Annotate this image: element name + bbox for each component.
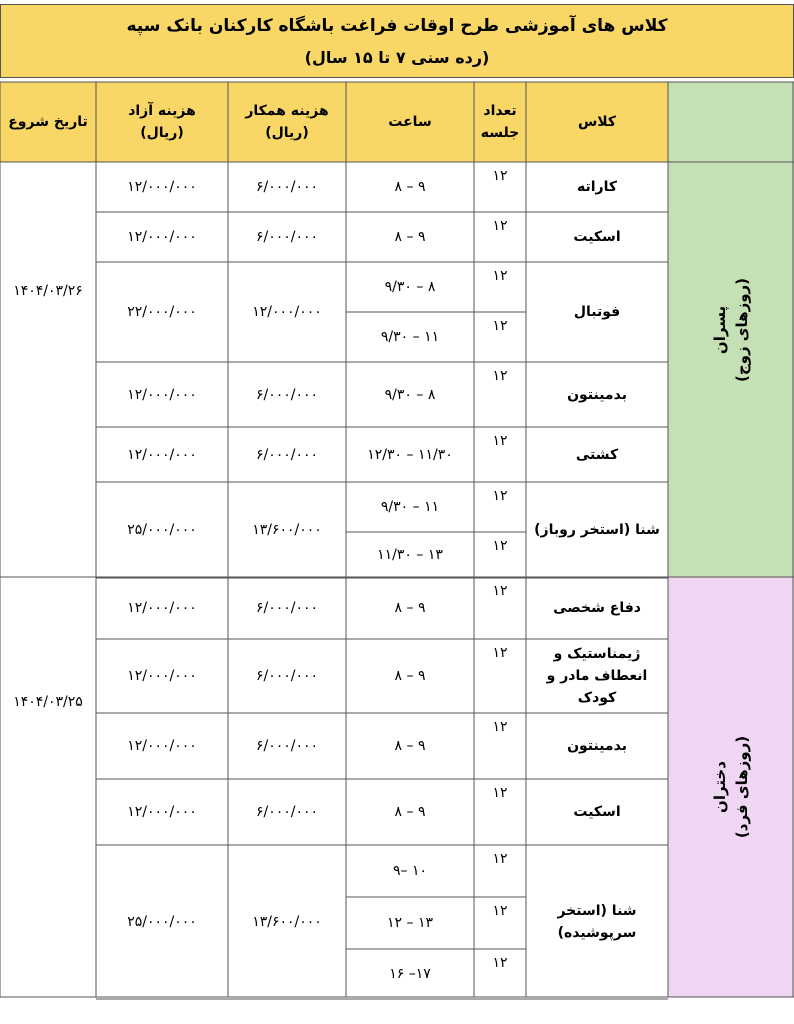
schedule-table [0,4,794,1024]
boys-class-name: شنا (استخر روباز) [534,522,660,538]
girls-sub: (روزهای فرد) [732,735,751,839]
boys-time-slot: ۱۱/۳۰ – ۱۲/۳۰ [367,446,453,463]
boys-session-count: ۱۲ [492,268,508,284]
header-time: ساعت [388,114,432,130]
girls-free-cost: ۱۲/۰۰۰/۰۰۰ [127,738,197,754]
boys-partner-cost: ۱۳/۶۰۰/۰۰۰ [252,522,322,538]
girls-class-name: اسکیت [573,804,621,820]
boys-free-cost: ۱۲/۰۰۰/۰۰۰ [127,179,197,195]
boys-free-cost: ۲۲/۰۰۰/۰۰۰ [127,304,197,320]
boys-free-cost: ۱۲/۰۰۰/۰۰۰ [127,229,197,245]
boys-time-slot: ۱۳ – ۱۱/۳۰ [377,547,443,563]
girls-session-count: ۱۲ [492,851,508,867]
boys-free-cost: ۲۵/۰۰۰/۰۰۰ [127,522,197,538]
girls-time-slot: ۱۳ – ۱۲ [387,915,433,931]
girls-partner-cost: ۱۳/۶۰۰/۰۰۰ [252,914,322,930]
header-free-cost-label: هزینه آزاد [128,103,196,119]
girls-partner-cost: ۶/۰۰۰/۰۰۰ [255,738,319,754]
girls-free-cost: ۱۲/۰۰۰/۰۰۰ [127,668,197,684]
boys-partner-cost: ۱۲/۰۰۰/۰۰۰ [252,304,322,320]
girls-class-name: دفاع شخصی [553,600,641,616]
header-partner-cost [228,82,346,162]
boys-class-name: کشتی [575,446,619,463]
boys-class-name: فوتبال [573,304,621,320]
boys-time-slot: ۹ – ۸ [394,179,426,195]
boys-sub: (روزهای زوج) [732,277,751,382]
header-free-cost [96,82,228,162]
boys-free-cost: ۱۲/۰۰۰/۰۰۰ [127,446,197,463]
boys-session-count: ۱۲ [492,488,508,504]
boys-start-date: ۱۴۰۴/۰۳/۲۶ [13,283,83,299]
header-free-cost-unit: (ریال) [140,125,184,141]
girls-class-name: ژیمناستیک و انعطاف مادر و کودک [546,646,648,706]
boys-time-slot: ۸ – ۹/۳۰ [384,386,436,403]
girls-partner-cost: ۶/۰۰۰/۰۰۰ [255,600,319,616]
girls-time-slot: ۹ – ۸ [394,738,426,754]
girls-session-count: ۱۲ [492,645,508,661]
boys-session-count: ۱۲ [492,318,508,334]
boys-partner-cost: ۶/۰۰۰/۰۰۰ [255,386,319,403]
boys-free-cost: ۱۲/۰۰۰/۰۰۰ [127,386,197,403]
girls-time-slot: ۹ – ۸ [394,804,426,820]
boys-class-name: بدمینتون [567,386,627,403]
boys-partner-cost: ۶/۰۰۰/۰۰۰ [255,229,319,245]
girls-time-slot: ۹ – ۸ [394,668,426,684]
girls-session-count: ۱۲ [492,719,508,735]
boys-time-slot: ۱۱ – ۹/۳۰ [380,499,440,515]
boys-time-slot: ۱۱ – ۹/۳۰ [380,329,440,345]
girls-group-label [668,577,794,997]
girls-label: دختران [710,761,729,813]
header-class: کلاس [577,114,617,130]
boys-session-count: ۱۲ [492,538,508,554]
girls-partner-cost: ۶/۰۰۰/۰۰۰ [255,668,319,684]
boys-session-count: ۱۲ [492,168,508,184]
header-sessions [474,82,526,162]
boys-session-count: ۱۲ [492,368,508,384]
boys-group-label [668,82,794,577]
girls-session-count: ۱۲ [492,955,508,971]
girls-start-date: ۱۴۰۴/۰۳/۲۵ [13,694,83,710]
title-line-1: کلاس های آموزشی طرح اوقات فراغت باشگاه کارکنان بانک سپه [126,16,668,36]
girls-class-name: شنا (استخر سرپوشیده) [557,903,637,941]
girls-session-count: ۱۲ [492,903,508,919]
boys-label: پسران [710,305,729,354]
boys-session-count: ۱۲ [492,218,508,234]
header-partner-cost-label: هزینه همکار [245,103,329,119]
girls-partner-cost: ۶/۰۰۰/۰۰۰ [255,804,319,820]
title-line-2: (رده سنی ۷ تا ۱۵ سال) [304,48,490,67]
header-sessions-line-1: تعداد [483,103,517,119]
girls-free-cost: ۲۵/۰۰۰/۰۰۰ [127,914,197,930]
girls-free-cost: ۱۲/۰۰۰/۰۰۰ [127,600,197,616]
girls-time-slot: ۹ – ۸ [394,600,426,616]
girls-session-count: ۱۲ [492,785,508,801]
boys-session-count: ۱۲ [492,433,508,449]
boys-class-name: اسکیت [573,229,621,245]
girls-free-cost: ۱۲/۰۰۰/۰۰۰ [127,804,197,820]
girls-class-name: بدمینتون [567,738,627,754]
boys-time-slot: ۸ – ۹/۳۰ [384,279,436,295]
boys-class-name: کاراته [577,179,618,195]
girls-time-slot: ۱۷– ۱۶ [389,966,431,982]
girls-time-slot: ۱۰ –۹ [392,863,428,879]
header-start-date: تاریخ شروع [8,114,88,130]
boys-partner-cost: ۶/۰۰۰/۰۰۰ [255,179,319,195]
boys-partner-cost: ۶/۰۰۰/۰۰۰ [255,446,319,463]
header-sessions-line-2: جلسه [480,125,520,141]
boys-time-slot: ۹ – ۸ [394,229,426,245]
header-partner-cost-unit: (ریال) [265,125,309,141]
girls-session-count: ۱۲ [492,583,508,599]
